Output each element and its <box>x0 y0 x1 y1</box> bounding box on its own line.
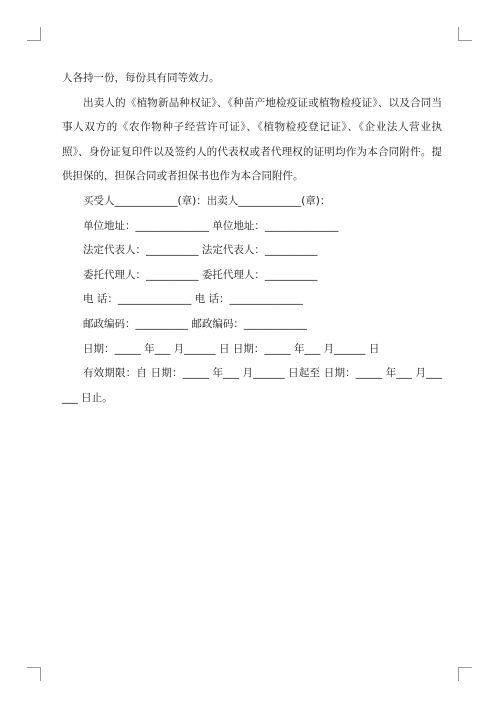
date-line: 日期：_____ 年___ 月______ 日 日期：_____ 年___ 月______ 日 <box>83 342 380 355</box>
phone-line: 电 话：______________ 电 话：______________ <box>83 293 304 306</box>
document-body <box>62 66 442 410</box>
validity-period-paragraph: 有效期限：自 日期：_____ 年___ 月______ 日起至 日期：_____ 年___ 月______ 日止。 <box>62 367 442 404</box>
corner-mark-top-right <box>458 27 472 41</box>
signature-buyer-seller-line: 买受人____________(章)：出卖人____________(章)： <box>83 194 331 207</box>
legal-representative-line: 法定代表人：__________ 法定代表人：__________ <box>83 244 318 257</box>
authorized-agent-line: 委托代理人：__________ 委托代理人：__________ <box>83 268 318 281</box>
corner-mark-top-left <box>27 27 41 41</box>
corner-mark-bottom-right <box>458 667 472 681</box>
address-line: 单位地址：______________ 单位地址：______________ <box>83 219 339 232</box>
paragraph-attachments: 出卖人的《植物新品种权证》、《种苗产地检疫证或植物检疫证》、以及合同当事人双方的《农作物种子经营许可证》、《植物检疫登记证》、《企业法人营业执照》、身份证复印件以及签约人的代表权或者代理权的证明均作为本合同附件。提供担保的，担保合同或者担保书也作为本合同附件。 <box>62 96 442 183</box>
postal-code-line: 邮政编码：__________ 邮政编码：____________ <box>83 317 307 330</box>
paragraph-copies-validity: 人各持一份，每份具有同等效力。 <box>62 72 220 84</box>
corner-mark-bottom-left <box>27 667 41 681</box>
